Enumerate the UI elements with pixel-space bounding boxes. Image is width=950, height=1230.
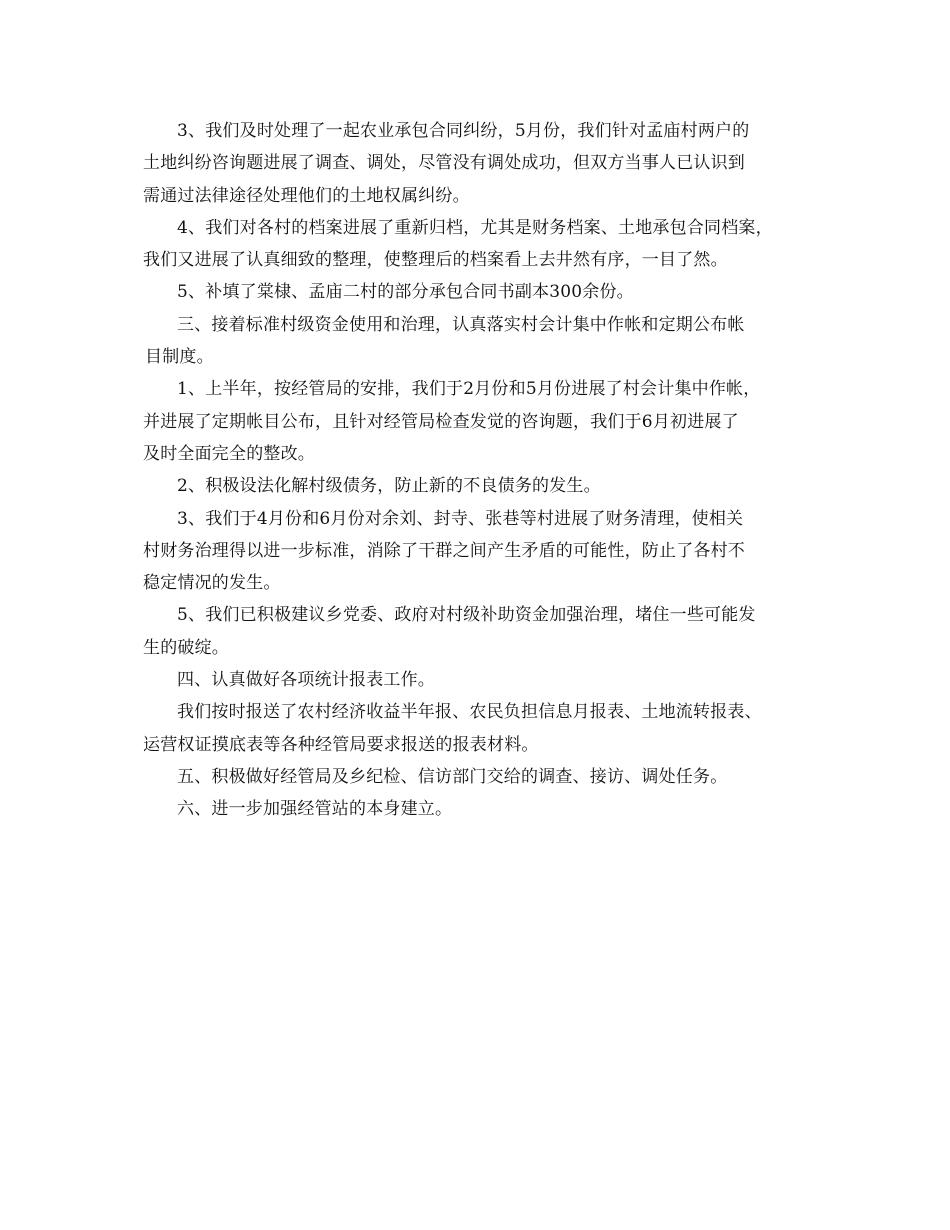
paragraph-line: 5、补填了棠棣、孟庙二村的部分承包合同书副本300余份。 xyxy=(177,282,634,303)
paragraph-line: 村财务治理得以进一步标准，消除了干群之间产生矛盾的可能性，防止了各村不 xyxy=(143,540,745,561)
paragraph-line: 及时全面完全的整改。 xyxy=(143,443,315,464)
paragraph-line: 我们按时报送了农村经济收益半年报、农民负担信息月报表、土地流转报表、 xyxy=(177,702,762,723)
paragraph-line: 1、上半年，按经管局的安排，我们于2月份和5月份进展了村会计集中作帐， xyxy=(177,379,761,400)
paragraph-line: 我们又进展了认真细致的整理，使整理后的档案看上去井然有序，一目了然。 xyxy=(143,250,728,271)
paragraph-line: 2、积极设法化解村级债务，防止新的不良债务的发生。 xyxy=(177,476,601,497)
paragraph-line: 需通过法律途径处理他们的土地权属纠纷。 xyxy=(143,185,470,206)
paragraph-line: 3、我们于4月份和6月份对余刘、封寺、张巷等村进展了财务清理，使相关 xyxy=(177,508,744,529)
document-body xyxy=(143,115,813,826)
paragraph-line: 生的破绽。 xyxy=(143,637,229,658)
paragraph-line: 并进展了定期帐目公布，且针对经管局检查发觉的咨询题，我们于6月初进展了 xyxy=(143,411,739,432)
paragraph-line: 稳定情况的发生。 xyxy=(143,573,281,594)
section-heading-line: 四、认真做好各项统计报表工作。 xyxy=(177,670,435,691)
section-heading-line: 三、接着标准村级资金使用和治理，认真落实村会计集中作帐和定期公布帐 xyxy=(177,314,745,335)
paragraph-line: 土地纠纷咨询题进展了调查、调处，尽管没有调处成功，但双方当事人已认识到 xyxy=(143,153,745,174)
section-heading-line: 五、积极做好经管局及乡纪检、信访部门交给的调查、接访、调处任务。 xyxy=(177,766,728,787)
paragraph-line: 运营权证摸底表等各种经管局要求报送的报表材料。 xyxy=(143,734,539,755)
paragraph-line: 5、我们已积极建议乡党委、政府对村级补助资金加强治理，堵住一些可能发 xyxy=(177,605,756,626)
paragraph-line: 4、我们对各村的档案进展了重新归档，尤其是财务档案、土地承包合同档案， xyxy=(177,217,773,238)
paragraph-line: 3、我们及时处理了一起农业承包合同纠纷，5月份，我们针对孟庙村两户的 xyxy=(177,121,750,141)
section-heading-line: 目制度。 xyxy=(145,347,214,368)
section-heading-line: 六、进一步加强经管站的本身建立。 xyxy=(177,799,453,820)
